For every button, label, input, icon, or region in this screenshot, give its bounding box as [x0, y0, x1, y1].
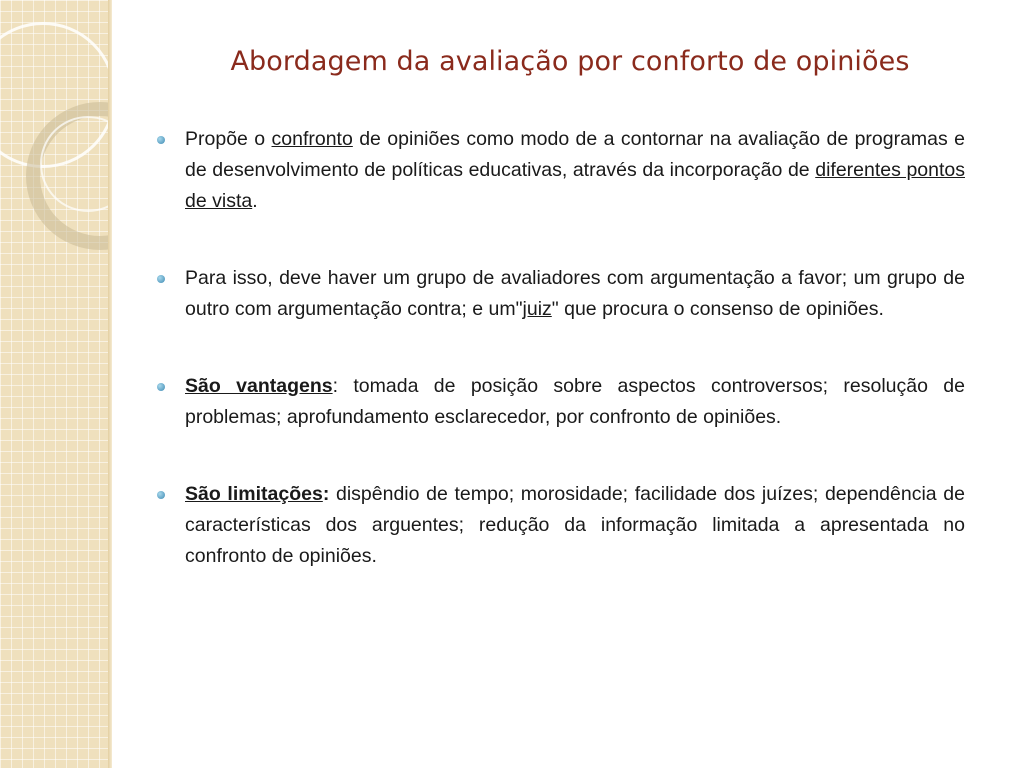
bullet-list [150, 124, 965, 618]
bullet-icon [157, 136, 165, 144]
side-panel-edge [108, 0, 112, 768]
bullet-item-limitations [150, 479, 965, 572]
bullet-text: . [252, 190, 258, 212]
bullet-text: Para isso, deve haver um grupo de avaliadores com argumentação a favor; um grupo de outro com argumentação contra; e um" [185, 267, 965, 320]
bullet-text: Propõe o [185, 128, 272, 150]
limitations-heading: São limitações [185, 483, 323, 505]
bullet-text: de opiniões como modo de a contornar na avaliação de programas e de desenvolvimento de políticas educativas, através da incorporação de [185, 128, 966, 181]
bullet-text: " que procura o consenso de opiniões. [551, 298, 884, 320]
underlined-term: confronto [271, 128, 353, 150]
bullet-text: dispêndio de tempo; morosidade; facilidade dos juízes; dependência de características dos arguentes; redução da informação limitada a apresentada no confronto de opiniões. [185, 483, 965, 567]
bullet-icon [157, 383, 165, 391]
advantages-heading: São vantagens [185, 375, 333, 397]
limitations-colon: : [322, 483, 330, 505]
bullet-item-advantages [150, 371, 965, 433]
decorative-side-panel [0, 0, 112, 768]
underlined-term: diferentes pontos de vista [185, 159, 965, 212]
slide-title: Abordagem da avaliação por conforto de opiniões [230, 46, 910, 77]
bullet-icon [157, 491, 165, 499]
underlined-term: juiz [522, 298, 552, 320]
bullet-icon [157, 275, 165, 283]
bullet-item-groups [150, 263, 965, 325]
bullet-text: : tomada de posição sobre aspectos controversos; resolução de problemas; aprofundamento esclarecedor, por confronto de opiniões. [185, 375, 965, 428]
bullet-item-proposal [150, 124, 965, 217]
